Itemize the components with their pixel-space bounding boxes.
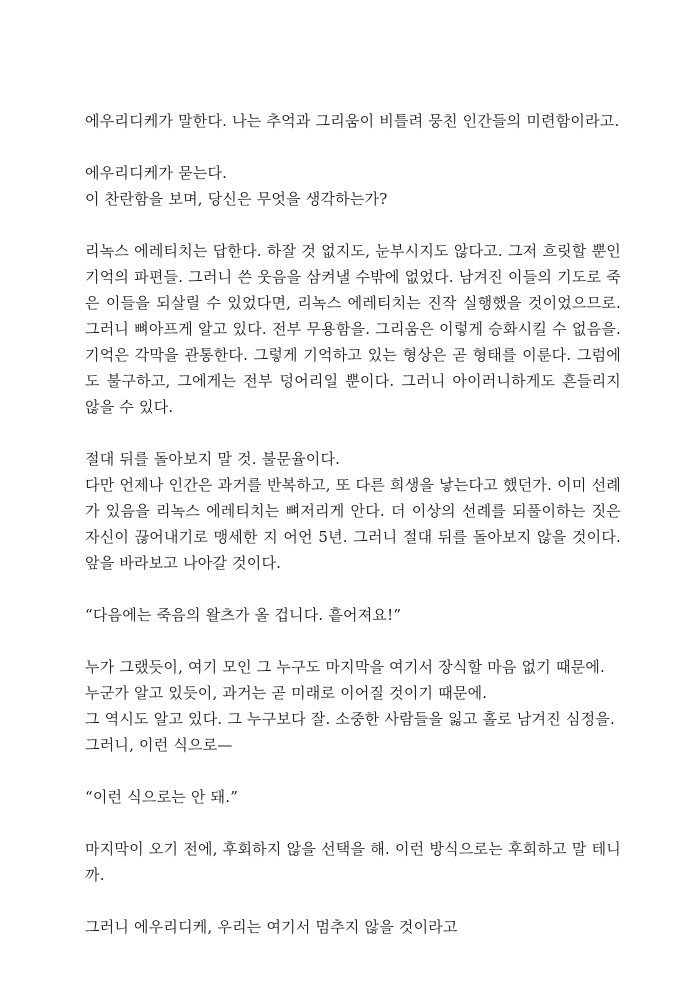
paragraph — [85, 446, 621, 576]
paragraph — [85, 784, 621, 810]
text-line: “이런 식으로는 안 돼.” — [85, 788, 239, 806]
paragraph — [85, 238, 621, 420]
text-line: 절대 뒤를 돌아보지 말 것. 불문율이다. — [85, 450, 341, 468]
text-line: 그 역시도 알고 있다. 그 누구보다 잘. 소중한 사람들을 잃고 홀로 남겨진 심정을. — [85, 710, 615, 728]
text-line: 마지막이 오기 전에, 후회하지 않을 선택을 해. 이런 방식으로는 후회하고 말 테니까. — [85, 840, 621, 884]
text-line: 누군가 알고 있듯이, 과거는 곧 미래로 이어질 것이기 때문에. — [85, 684, 488, 702]
text-line: 그러니, 이런 식으로— — [85, 736, 233, 754]
text-line: “다음에는 죽음의 왈츠가 올 겁니다. 흩어져요!” — [85, 606, 402, 624]
text-line: 에우리디케가 묻는다. — [85, 164, 228, 182]
paragraph — [85, 602, 621, 628]
text-line: 이 찬란함을 보며, 당신은 무엇을 생각하는가? — [85, 190, 388, 208]
text-line: 리녹스 에레티치는 답한다. 하잘 것 없지도, 눈부시지도 않다고. 그저 흐릿할 뿐인 기억의 파편들. 그러니 쓴 웃음을 삼켜낼 수밖에 없었다. 남겨진 이들의 기도로 죽은 이들을 되살릴 수 있었다면, 리녹스 에레티치는 진작 실행했을 것이었으므로. 그러니 뼈아프게 알고 있다. 전부 무용함을. 그리움은 이렇게 승화시킬 수 없음을. 기억은 각막을 관통한다. 그렇게 기억하고 있는 형상은 곧 형태를 이룬다. 그럼에도 불구하고, 그에게는 전부 덩어리일 뿐이다. 그러니 아이러니하게도 흔들리지 않을 수 있다. — [85, 242, 621, 416]
text-line: 그러니 에우리디케, 우리는 여기서 멈추지 않을 것이라고 — [85, 918, 458, 936]
document-body — [85, 108, 621, 940]
text-line: 에우리디케가 말한다. 나는 추억과 그리움이 비틀려 뭉친 인간들의 미련함이라고. — [85, 112, 620, 130]
paragraph — [85, 914, 621, 940]
text-line: 다만 언제나 인간은 과거를 반복하고, 또 다른 희생을 낳는다고 했던가. 이미 선례가 있음을 리녹스 에레티치는 뼈저리게 안다. 더 이상의 선례를 되풀이하는 짓은 자신이 끊어내기로 맹세한 지 어언 5년. 그러니 절대 뒤를 돌아보지 않을 것이다. 앞을 바라보고 나아갈 것이다. — [85, 476, 621, 572]
paragraph — [85, 108, 621, 134]
paragraph — [85, 836, 621, 888]
paragraph — [85, 160, 621, 212]
text-line: 누가 그랬듯이, 여기 모인 그 누구도 마지막을 여기서 장식할 마음 없기 때문에. — [85, 658, 605, 676]
paragraph — [85, 654, 621, 758]
